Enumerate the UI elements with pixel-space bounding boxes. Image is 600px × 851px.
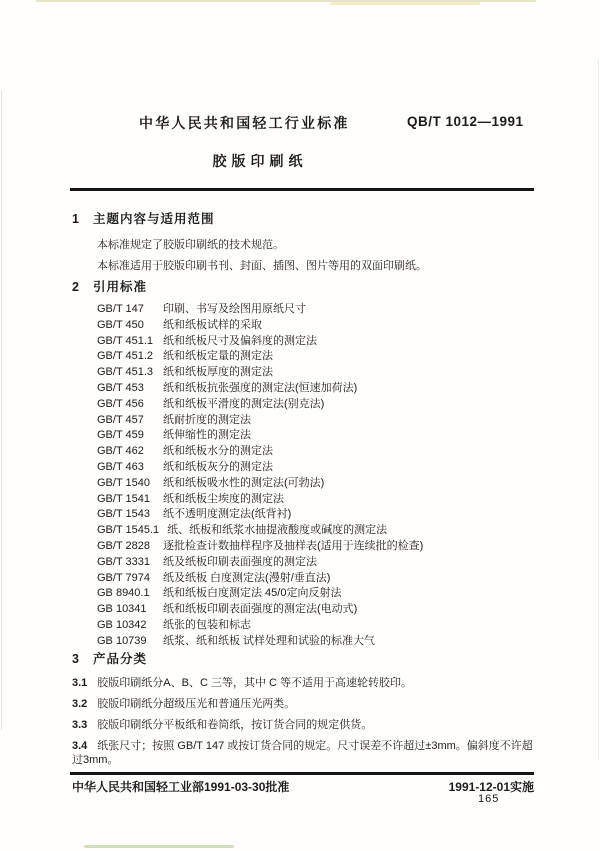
standard-code: GB/T 451.3 [97, 366, 154, 379]
footer-divider [70, 772, 534, 775]
standard-reference [97, 571, 534, 587]
section-number: 3 [72, 651, 79, 666]
section-classification [72, 652, 534, 767]
standard-reference [97, 602, 534, 618]
standard-number: QB/T 1012—1991 [407, 114, 524, 129]
standard-title: 印刷、书写及绘图用原纸尺寸 [163, 303, 306, 315]
paragraph: 本标准适用于胶版印刷书刊、封面、插图、图片等用的双面印刷纸。 [97, 260, 427, 272]
footer [72, 778, 534, 795]
scan-artifact [598, 60, 599, 760]
standard-reference [97, 476, 534, 492]
standard-reference [97, 618, 534, 634]
standard-title: 纸和纸板抗张强度的测定法(恒速加荷法) [163, 381, 358, 394]
standard-code: GB/T 451.1 [97, 334, 154, 347]
document-body [72, 212, 534, 774]
standard-reference [97, 634, 534, 650]
standard-title: 纸不透明度测定法(纸背衬) [163, 508, 292, 521]
section-paragraphs [72, 238, 534, 274]
standard-code: GB/T 147 [97, 303, 144, 315]
standard-code: GB/T 3331 [97, 555, 150, 568]
standard-title: 纸及纸板印刷表面强度的测定法 [163, 555, 317, 568]
standard-reference [97, 302, 534, 318]
standard-reference [97, 507, 534, 523]
clause-text: 纸张尺寸；按照 GB/T 147 或按订货合同的规定。尺寸误差不许超过±3mm。偏斜度不许超过3mm。 [72, 739, 533, 766]
clause [72, 676, 534, 690]
standard-code: GB/T 463 [97, 460, 144, 473]
standard-reference [97, 586, 534, 602]
standard-title: 纸和纸板尘埃度的测定法 [163, 492, 284, 505]
section-references [72, 280, 534, 650]
section-title: 产品分类 [93, 651, 148, 666]
standard-organization: 中华人民共和国轻工行业标准 [139, 115, 350, 131]
section-title: 主题内容与适用范围 [93, 212, 215, 226]
standard-code: GB/T 1541 [97, 492, 150, 505]
standard-title: 纸和纸板厚度的测定法 [163, 366, 273, 379]
standard-reference [97, 413, 534, 429]
standard-code: GB/T 457 [97, 413, 144, 426]
clause-text: 胶版印刷纸分超级压光和普通压光两类。 [97, 697, 296, 710]
page-number: 165 [478, 793, 500, 805]
standard-reference [97, 397, 534, 413]
section-heading [72, 652, 534, 666]
clause [72, 697, 534, 711]
clause-text: 胶版印刷纸分A、B、C 三等，其中 C 等不适用于高速轮转胶印。 [97, 676, 413, 689]
standard-title: 纸浆、纸和纸板 试样处理和试验的标准大气 [163, 634, 376, 647]
standard-reference [97, 555, 534, 571]
standards-list [97, 302, 534, 650]
clause-number: 3.1 [72, 676, 88, 689]
standard-reference [97, 523, 534, 539]
section-heading [72, 212, 534, 226]
standard-code: GB/T 7974 [97, 571, 150, 584]
clause-number: 3.2 [72, 697, 88, 710]
implementation-date: 1991-12-01实施 [448, 780, 534, 794]
standard-title: 纸和纸板尺寸及偏斜度的测定法 [163, 334, 317, 347]
standard-code: GB/T 1545.1 [97, 524, 160, 537]
standard-reference [97, 365, 534, 381]
paragraph: 本标准规定了胶版印刷纸的技术规范。 [97, 239, 284, 251]
standard-code: GB 10739 [97, 634, 147, 647]
standard-title: 纸和纸板平滑度的测定法(别克法) [163, 397, 325, 410]
standard-title: 逐批检查计数抽样程序及抽样表(适用于连续批的检查) [163, 539, 424, 552]
clause-list [72, 676, 534, 767]
standard-reference [97, 539, 534, 555]
standard-title: 纸和纸板吸水性的测定法(可勃法) [163, 476, 325, 489]
standard-title: 纸和纸板试样的采取 [163, 318, 262, 331]
section-number: 1 [72, 212, 79, 226]
clause-number: 3.3 [72, 718, 88, 731]
section-heading [72, 280, 534, 294]
standard-code: GB/T 453 [97, 381, 144, 394]
standard-reference [97, 349, 534, 365]
standard-code: GB/T 451.2 [97, 350, 154, 363]
standard-code: GB/T 1543 [97, 508, 150, 521]
standard-code: GB/T 456 [97, 397, 144, 410]
standard-reference [97, 492, 534, 508]
standard-code: GB 8940.1 [97, 587, 150, 600]
standard-reference [97, 444, 534, 460]
standard-title: 纸和纸板水分的测定法 [163, 445, 273, 458]
scan-artifact [1, 90, 2, 730]
scan-artifact [330, 2, 480, 5]
standard-title: 纸和纸板灰分的测定法 [163, 460, 273, 473]
standard-title: 纸张的包装和标志 [163, 618, 251, 631]
section-scope [72, 212, 534, 274]
header-divider [70, 188, 534, 191]
standard-title: 纸和纸板印刷表面强度的测定法(电动式) [163, 603, 358, 616]
standard-code: GB/T 462 [97, 445, 144, 458]
standard-reference [97, 334, 534, 350]
clause-number: 3.4 [72, 739, 88, 752]
document-title: 胶版印刷纸 [212, 153, 308, 169]
standard-code: GB/T 1540 [97, 476, 150, 489]
standard-reference [97, 381, 534, 397]
standard-code: GB/T 450 [97, 318, 144, 331]
standard-title: 纸、纸板和纸浆水抽提液酸度或碱度的测定法 [167, 524, 388, 537]
clause [72, 718, 534, 732]
standard-code: GB 10342 [97, 618, 147, 631]
scan-artifact [84, 845, 234, 848]
standard-reference [97, 428, 534, 444]
standard-reference [97, 460, 534, 476]
standard-title: 纸耐折度的测定法 [163, 413, 251, 426]
section-title: 引用标准 [93, 280, 148, 294]
standard-code: GB/T 459 [97, 429, 144, 442]
standard-code: GB/T 2828 [97, 539, 150, 552]
section-number: 2 [72, 280, 79, 294]
standard-title: 纸及纸板 白度测定法(漫射/垂直法) [163, 571, 331, 584]
standard-title: 纸和纸板定量的测定法 [163, 350, 273, 363]
standard-code: GB 10341 [97, 603, 147, 616]
clause [72, 739, 534, 767]
standard-title: 纸伸缩性的测定法 [163, 429, 251, 442]
standard-title: 纸和纸板白度测定法 45/0定向反射法 [163, 587, 342, 600]
standard-reference [97, 318, 534, 334]
clause-text: 胶版印刷纸分平板纸和卷筒纸，按订货合同的规定供货。 [97, 718, 373, 731]
approval-note: 中华人民共和国轻工业部1991-03-30批准 [72, 780, 290, 794]
